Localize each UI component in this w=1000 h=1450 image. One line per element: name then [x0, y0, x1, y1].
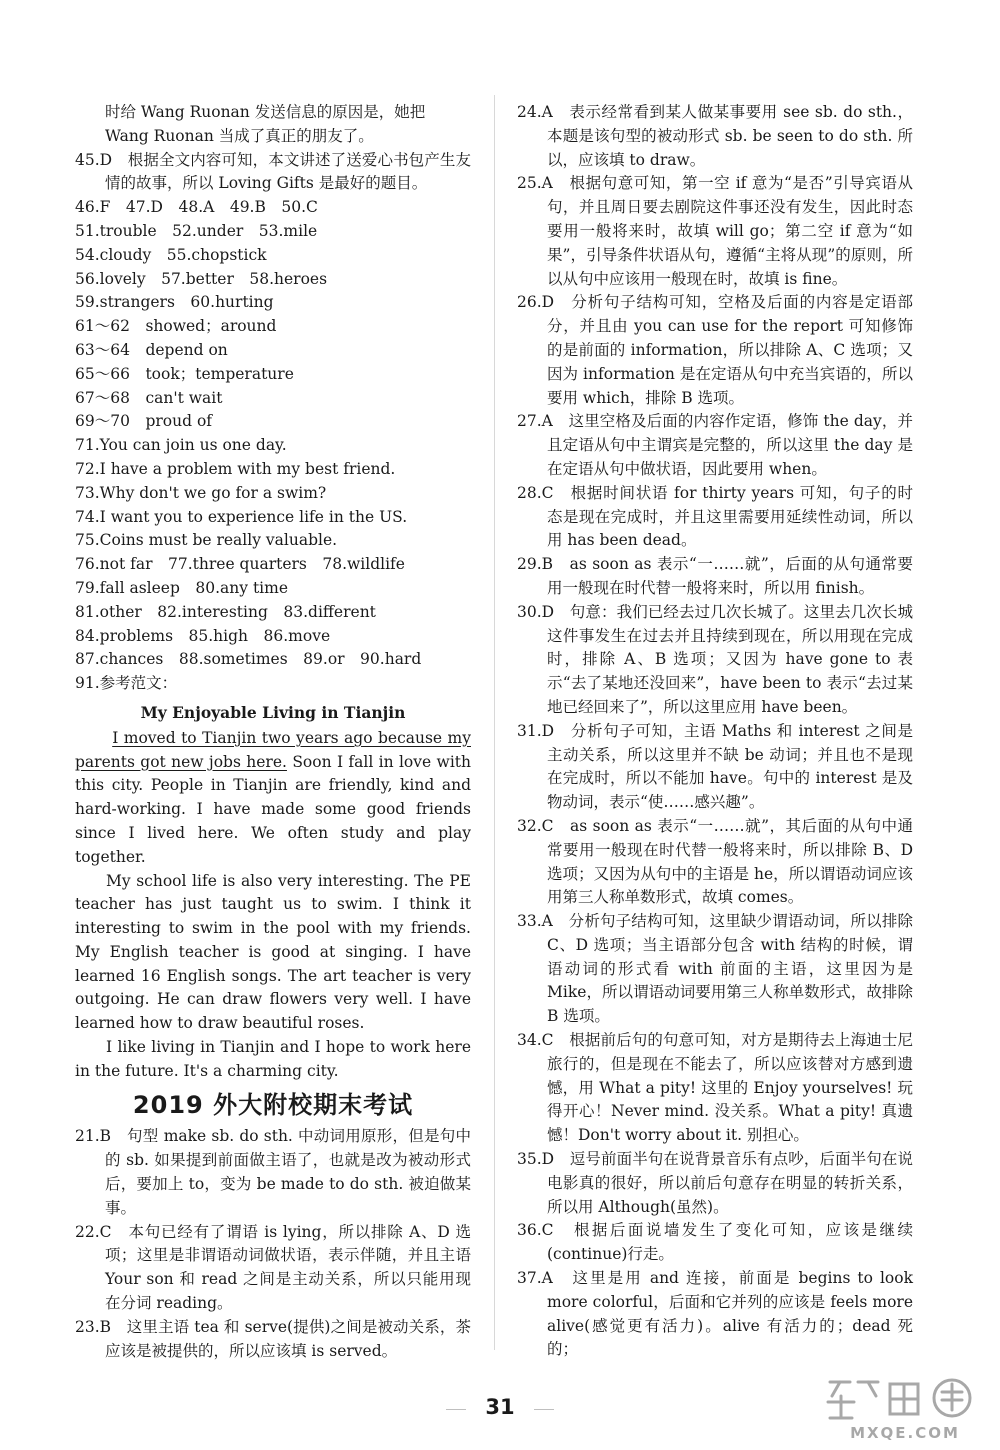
- sample-essay: [75, 701, 471, 1084]
- essay-underlined-sentence: I moved to Tianjin two years ago because my parents got new jobs here.: [75, 728, 471, 771]
- answer-line: 84.problems 85.high 86.move: [75, 626, 331, 645]
- column-divider: [494, 95, 495, 1350]
- answer-list: [75, 196, 471, 696]
- svg-text:MXQE.COM: MXQE.COM: [850, 1424, 960, 1442]
- answer-line: 54.cloudy 55.chopstick: [75, 245, 267, 264]
- section-title: 2019 外大附校期末考试: [132, 1090, 414, 1119]
- watermark-logo: [820, 1374, 990, 1442]
- essay-paragraph-2: My school life is also very interesting. The PE teacher has just taught us to swim. I think it interesting to swim in the pool with my friends. My English teacher is good at singing. I have learned 16 English songs. The art teacher is very outgoing. He can draw flowers very well. I have learned how to draw beautiful roses.: [75, 871, 471, 1033]
- answer-45: 45.D 根据全文内容可知，本文讲述了送爱心书包产生友情的故事，所以 Loving Gifts 是最好的题目。: [75, 150, 471, 193]
- answer-line: 59.strangers 60.hurting: [75, 293, 274, 312]
- answer-25: 25.A 根据句意可知，第一空 if 意为“是否”引导宾语从句，并且周日要去剧院这件事还没有发生，因此时态要用一般将来时，故填 will go；第二空 if 意为“如果”，引导条件状语从句，遵循“主将从现”的原则，所以从句中应该用一般现在时，故填 is fine。: [517, 174, 913, 288]
- intro-line-1: 时给 Wang Ruonan 发送信息的原因是，她把: [105, 103, 426, 121]
- right-column: [517, 101, 913, 1362]
- answer-28: 28.C 根据时间状语 for thirty years 可知，句子的时态是现在完成时，并且这里需要用延续性动词，所以用 has been dead。: [517, 483, 913, 550]
- answer-line: 71.You can join us one day.: [75, 436, 287, 455]
- answer-32: 32.C as soon as 表示“一……就”，其后面的从句中通常要用一般现在时代替一般将来时，所以排除 B、D 选项；又因为从句中的主语是 he，所以谓语动词应该用第三人称单数形式，故填 comes。: [517, 816, 913, 907]
- answer-22: 22.C 本句已经有了谓语 is lying，所以排除 A、D 选项；这里是非谓语动词做状语，表示伴随，并且主语 Your son 和 read 之间是主动关系，所以只能用现在分词 reading。: [75, 1222, 471, 1313]
- answer-24: 24.A 表示经常看到某人做某事要用 see sb. do sth.，本题是该句型的被动形式 sb. be seen to do sth. 所以，应该填 to draw。: [517, 103, 913, 169]
- answer-37: 37.A 这里是用 and 连接，前面是 begins to look more colorful，后面和它并列的应该是 feels more alive(感觉更有活力)。alive 有活力的；dead 死的；: [517, 1269, 913, 1359]
- answer-line: 67～68 can't wait: [75, 388, 223, 407]
- answer-line: 51.trouble 52.under 53.mile: [75, 221, 318, 240]
- answer-line: 87.chances 88.sometimes 89.or 90.hard: [75, 650, 422, 669]
- answer-23: 23.B 这里主语 tea 和 serve(提供)之间是被动关系，茶应该是被提供的，所以应该填 is served。: [75, 1317, 471, 1360]
- answer-line: 63～64 depend on: [75, 340, 228, 359]
- answer-27: 27.A 这里空格及后面的内容作定语，修饰 the day，并且定语从句中主谓宾是完整的，所以这里 the day 是在定语从句中做状语，因此要用 when。: [517, 412, 913, 478]
- answer-36: 36.C 根据后面说墙发生了变化可知，应该是继续(continue)行走。: [517, 1221, 913, 1264]
- answer-line: 72.I have a problem with my best friend.: [75, 459, 396, 478]
- answer-line: 76.not far 77.three quarters 78.wildlife: [75, 555, 405, 574]
- answer-line: 75.Coins must be really valuable.: [75, 531, 338, 550]
- page-number: 31: [485, 1395, 515, 1419]
- left-column: [75, 101, 471, 1363]
- answer-26: 26.D 分析句子结构可知，空格及后面的内容是定语部分，并且由 you can use for the report 可知修饰的是前面的 information，所以排除 A、C 选项；又因为 information 是在定语从句中充当宾语的，所以要用 which，排除 B 选项。: [517, 293, 913, 407]
- answer-33: 33.A 分析句子结构可知，这里缺少谓语动词，所以排除 C、D 选项；当主语部分包含 with 结构的时候，谓语动词的形式看 with 前面的主语，这里因为是 Mike，所以谓语动词要用第三人称单数形式，故排除 B 选项。: [517, 912, 913, 1026]
- answer-line: 91.参考范文：: [75, 674, 178, 693]
- answer-line: 61～62 showed；around: [75, 317, 277, 336]
- answer-35: 35.D 逗号前面半句在说背景音乐有点吵，后面半句在说电影真的很好，所以前后句意存在明显的转折关系，所以用 Although(虽然)。: [517, 1150, 913, 1216]
- answer-34: 34.C 根据前后句的句意可知，对方是期待去上海迪士尼旅行的，但是现在不能去了，所以应该替对方感到遗憾，用 What a pity! 这里的 Enjoy yourselves! 玩得开心！Never mind. 没关系。What a pity! 真遗憾！Don't worry about it. 别担心。: [517, 1031, 913, 1145]
- answer-line: 56.lovely 57.better 58.heroes: [75, 269, 328, 288]
- answer-line: 65～66 took；temperature: [75, 364, 294, 383]
- intro-line-2: Wang Ruonan 当成了真正的朋友了。: [105, 126, 374, 145]
- answer-line: 74.I want you to experience life in the US.: [75, 507, 408, 526]
- essay-title: My Enjoyable Living in Tianjin: [140, 702, 406, 722]
- answer-line: 79.fall asleep 80.any time: [75, 578, 289, 597]
- answer-29: 29.B as soon as 表示“一……就”，后面的从句通常要用一般现在时代替一般将来时，所以用 finish。: [517, 555, 913, 597]
- answer-line: 73.Why don't we go for a swim?: [75, 483, 327, 502]
- essay-paragraph-1-rest: Soon I fall in love with this city. People in Tianjin are friendly, kind and hard-working. I have made some good friends since I lived here. We often study and play together.: [75, 752, 471, 866]
- answer-line: 81.other 82.interesting 83.different: [75, 602, 376, 621]
- answer-21: 21.B 句型 make sb. do sth. 中动词用原形，但是句中的 sb. 如果提到前面做主语了，也就是改为被动形式后，要加上 to，变为 be made to do sth. 被迫做某事。: [75, 1127, 471, 1217]
- essay-paragraph-1: [75, 727, 471, 870]
- answer-30: 30.D 句意：我们已经去过几次长城了。这里去几次长城这件事发生在过去并且持续到现在，所以用现在完成时，排除 A、B 选项；又因为 have gone to 表示“去了某地还没回来”，have been to 表示“去过某地已经回来了”，所以这里应用 have been。: [517, 602, 913, 716]
- answer-31: 31.D 分析句子可知，主语 Maths 和 interest 之间是主动关系，所以这里并不缺 be 动词；并且也不是现在完成时，所以不能加 have。句中的 interest 是及物动词，表示“使……感兴趣”。: [517, 721, 913, 812]
- answer-line: 69～70 proud of: [75, 412, 213, 431]
- answer-line: 46.F 47.D 48.A 49.B 50.C: [75, 198, 318, 217]
- essay-paragraph-3: I like living in Tianjin and I hope to work here in the future. It's a charming city.: [75, 1038, 471, 1080]
